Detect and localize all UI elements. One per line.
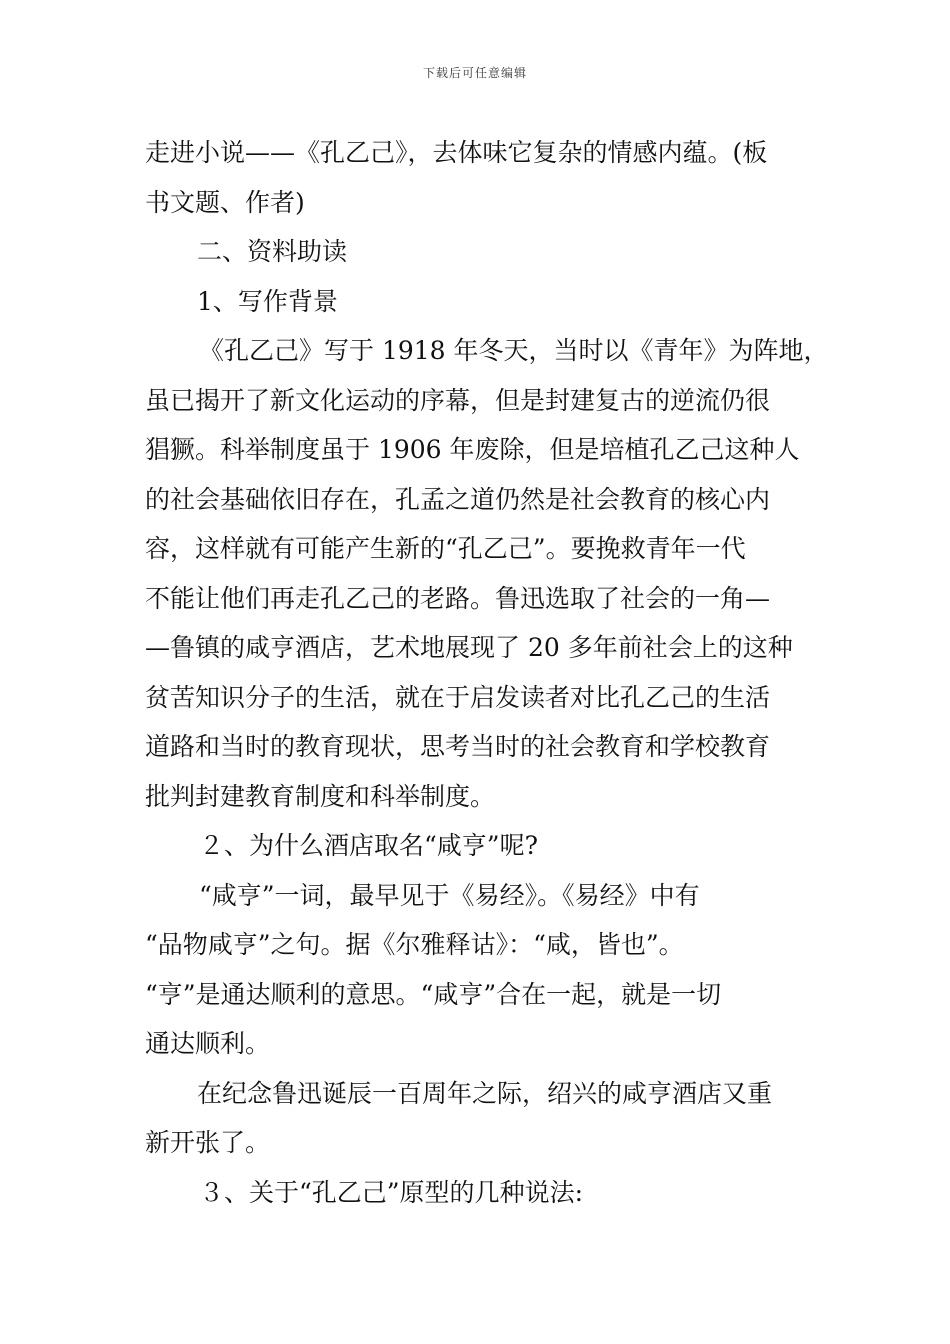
text-line: 容，这样就有可能产生新的“孔乙己”。要挽救青年一代 bbox=[145, 534, 746, 563]
document-body bbox=[145, 128, 829, 1217]
text-line: 在纪念鲁迅诞辰一百周年之际，绍兴的咸亨酒店又重 bbox=[197, 1078, 773, 1108]
subsection-heading: ２、为什么酒店取名“咸亨”呢? bbox=[199, 831, 538, 860]
text-line: 虽已揭开了新文化运动的序幕，但是封建复古的逆流仍很 bbox=[145, 385, 771, 415]
text-line: 不能让他们再走孔乙己的老路。鲁迅选取了社会的一角— bbox=[145, 583, 771, 613]
text-line: 走进小说——《孔乙己》，去体味它复杂的情感内蕴。(板 bbox=[145, 138, 768, 167]
text-line: “亨”是通达顺利的意思。“咸亨”合在一起，就是一切 bbox=[145, 979, 722, 1009]
text-line: 新开张了。 bbox=[145, 1128, 271, 1157]
text-line: 书文题、作者) bbox=[145, 187, 305, 217]
text-line: “咸亨”一词，最早见于《易经》。《易经》中有 bbox=[199, 880, 700, 910]
text-line: 通达顺利。 bbox=[145, 1029, 271, 1058]
page-header: 下载后可任意编辑 bbox=[422, 66, 527, 80]
text-line: 的社会基础依旧存在，孔孟之道仍然是社会教育的核心内 bbox=[145, 484, 771, 514]
text-line: 《孔乙己》写于 1918 年冬天，当时以《青年》为阵地， bbox=[199, 336, 829, 365]
text-line: “品物咸亨”之句。据《尔雅释诂》：“咸，皆也”。 bbox=[145, 930, 684, 959]
subsection-heading: ３、关于“孔乙己”原型的几种说法: bbox=[199, 1177, 583, 1207]
text-line: 道路和当时的教育现状，思考当时的社会教育和学校教育 bbox=[145, 732, 771, 761]
text-line: 贫苦知识分子的生活，就在于启发读者对比孔乙己的生活 bbox=[145, 682, 771, 712]
section-heading: 二、资料助读 bbox=[197, 237, 348, 266]
text-line: —鲁镇的咸亨酒店，艺术地展现了 20 多年前社会上的这种 bbox=[145, 633, 793, 662]
text-line: 猖獗。科举制度虽于 1906 年废除，但是培植孔乙己这种人 bbox=[145, 435, 800, 464]
subsection-heading: 1、写作背景 bbox=[197, 286, 338, 316]
text-line: 批判封建教育制度和科举制度。 bbox=[145, 781, 496, 811]
